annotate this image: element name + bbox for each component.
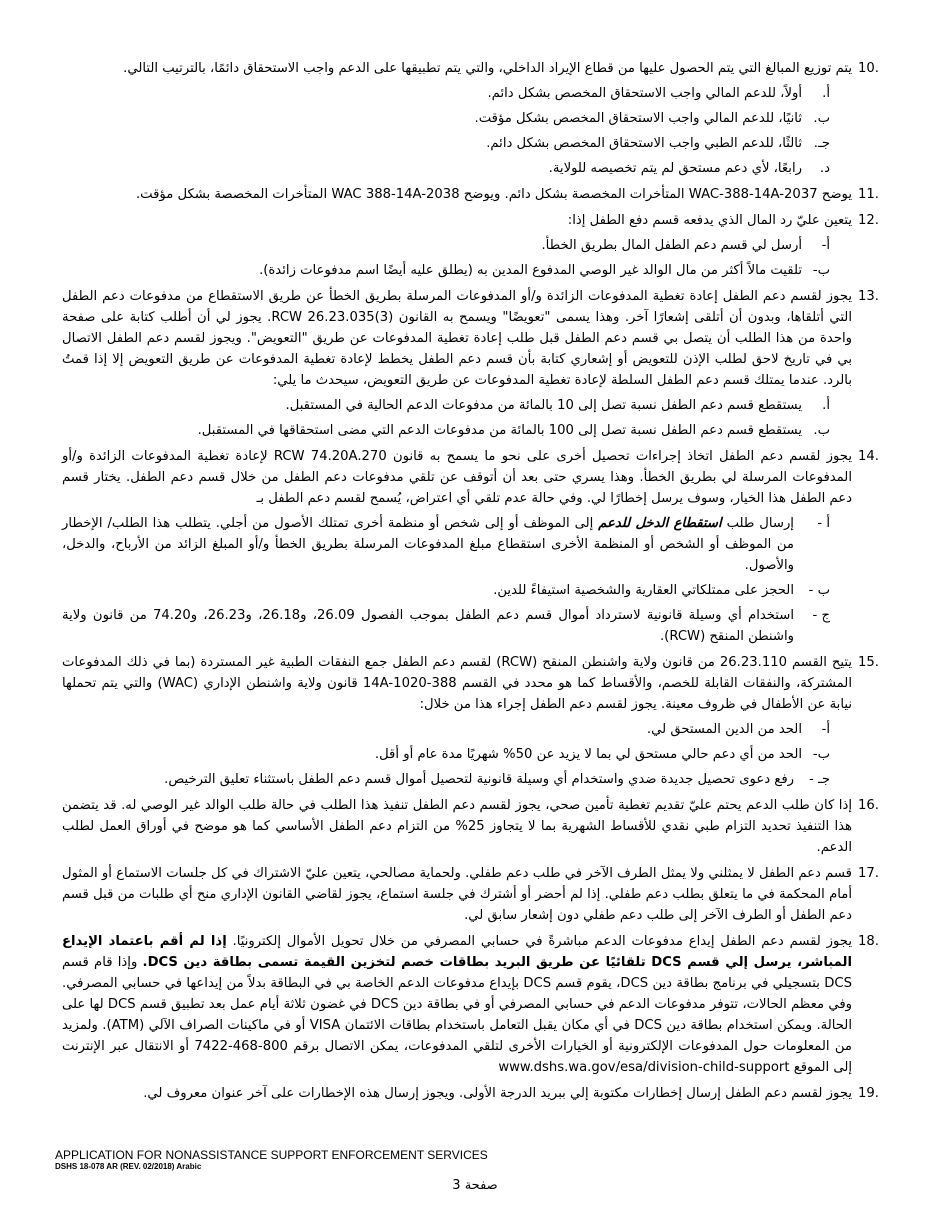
sub-label: ج -: [812, 608, 830, 623]
item-text: قسم دعم الطفل لا يمثلني ولا يمثل الطرف الآخر في طلب دعم طفلي. ولحماية مصالحي، يتعين عليّ الاشتراك في كل جلسات الاستماع أو المثول أمام المحكمة في ما يتعلق بطلب دعم طفلي. إذا لم أحضر أو أشترك في جلسة استماع، يجوز لقاضي القانون الإداري منح أي طلبات من قبل قسم دعم الطفل أو الطرف الآخر إلى طلب دعم طفلي دون إشعار سابق لي.: [62, 866, 852, 923]
sub-label: أ -: [817, 516, 830, 531]
item-number: 17.: [858, 866, 879, 881]
list-item-14: [62, 446, 882, 647]
sub-item: [62, 395, 852, 416]
sub-label: ب -: [808, 583, 830, 598]
list-item-16: [62, 795, 882, 858]
item-number: 15.: [858, 655, 879, 670]
sub-item: [62, 744, 852, 765]
list-item-11: [62, 184, 882, 205]
sub-text: ثالثًا، للدعم الطبي واجب الاستحقاق المخصص بشكل دائم.: [486, 136, 802, 151]
item-text: يجوز لقسم دعم الطفل اتخاذ إجراءات تحصيل أخرى على نحو ما يسمح به قانون RCW 74.20A.270 لإعادة تغطية المدفوعات الزائدة و/أو المدفوعات المرسلة لي بطريق الخطأ. وهذا يسري حتى بعد أن أتوقف عن تلقي مدفوعات دعم الطفل من خلال قسم دعم الطفل. يختار قسم دعم الطفل هذا الخيار، وسوف يرسل إخطارًا لي. وفي حالة عدم تلقي أي اعتراض، يُسمح لقسم دعم الطفل بـ: [62, 449, 852, 506]
sub-text: يستقطع قسم دعم الطفل نسبة تصل إلى 100 بالمائة من مدفوعات الدعم التي مضى استحقاقها في المستقبل.: [197, 423, 802, 438]
sub-item: [62, 83, 852, 104]
list-item-19: [62, 1083, 882, 1104]
sub-item: [62, 605, 852, 647]
sub-text: رابعًا، لأي دعم مستحق لم يتم تخصيصه للولاية.: [548, 161, 802, 176]
item-text: يجوز لقسم دعم الطفل إيداع مدفوعات الدعم مباشرةً في حسابي المصرفي من خلال تحويل الأموال إلكترونيًا.: [232, 934, 852, 949]
sub-text: تلقيت مالاً أكثر من مال الوالد غير الوصي المدفوع المدين به (يطلق عليه أيضًا اسم مدفوعات زائدة).: [259, 263, 802, 278]
sub-bold-term: استقطاع الدخل للدعم: [598, 516, 722, 531]
footer-title: APPLICATION FOR NONASSISTANCE SUPPORT ENFORCEMENT SERVICES: [55, 1148, 488, 1162]
sub-item: [62, 513, 852, 576]
sub-label: د.: [819, 161, 830, 176]
sub-label: جـ -: [809, 772, 830, 787]
item-text: يجوز لقسم دعم الطفل إعادة تغطية المدفوعات الزائدة و/أو المدفوعات المرسلة بطريق الخطأ عن طريق الاستقطاع من مدفوعات دعم الطفل التي أتلقاها، وبدون أن أتلقى إشعارًا آخر. وهذا يسمى "تعويضًا" ويسمح به القانون RCW 26.23.035(3). يجوز لي أن أطلب كتابة على صفحة واحدة من هذا الطلب أن يتصل بي قسم دعم الطفل قبل طلب إعادة تغطية المدفوعات عن طريق "التعويض". ويجوز لقسم دعم الطفل الاتصال بي في تاريخ لاحق لطلب الإذن للتعويض أو إشعاري كتابة بأن قسم دعم الطفل يخطط لإعادة تغطية المدفوعات عن طريق التعويض إلا إذا قمتُ بالرد. عندما يمتلك قسم دعم الطفل السلطة لإعادة تغطية المدفوعات عن طريق التعويض، سيحدث ما يلي:: [62, 289, 852, 388]
sub-label: أ.: [822, 398, 830, 413]
sub-label: ب-: [812, 747, 830, 762]
sub-label: ب.: [813, 111, 830, 126]
sub-text: أولاً، للدعم المالي واجب الاستحقاق المخصص بشكل دائم.: [487, 86, 802, 101]
list-item-18: [62, 931, 882, 1078]
sub-text: الحد من الدين المستحق لي.: [646, 722, 802, 737]
list-item-12: [62, 210, 882, 281]
sub-text: استخدام أي وسيلة قانونية لاسترداد أموال قسم دعم الطفل بموجب الفصول 26.09، و26.18، و26.23، و74.20 من قانون ولاية واشنطن المنقح (RCW).: [62, 608, 794, 644]
sub-lead-text: إرسال طلب: [726, 516, 794, 531]
sub-label: أ.: [822, 86, 830, 101]
numbered-list: [62, 58, 882, 1109]
item-text: يتعين عليّ رد المال الذي يدفعه قسم دفع الطفل إذا:: [567, 213, 852, 228]
sub-item: [62, 260, 852, 281]
sub-item: [62, 235, 852, 256]
item-bold-text: إذا لم أقم باعتماد الإيداع المباشر، يرسل إلي قسم DCS تلقائيًا عن طريق البريد بطاقات خصم لتخزين القيمة تسمى بطاقة دين DCS.: [62, 934, 852, 970]
item-number: 10.: [858, 61, 879, 76]
item-number: 18.: [858, 934, 879, 949]
item-text: يوضح WAC-388-14A-2037 المتأخرات المخصصة بشكل دائم. ويوضح WAC 388-14A-2038 المتأخرات المخصصة بشكل مؤقت.: [135, 187, 852, 202]
sub-item: [62, 769, 852, 790]
sub-item: [62, 580, 852, 601]
sub-text: ثانيًا، للدعم المالي واجب الاستحقاق المخصص بشكل مؤقت.: [474, 111, 802, 126]
item-number: 11.: [858, 187, 879, 202]
sub-text: الحد من أي دعم حالي مستحق لي بما لا يزيد عن 50% شهريًا مدة عام أو أقل.: [374, 747, 802, 762]
form-id: DSHS 18-078 AR (REV. 02/2018) Arabic: [55, 1162, 202, 1171]
page-footer: [55, 1148, 488, 1172]
sub-item: [62, 719, 852, 740]
item-text: يتيح القسم 26.23.110 من قانون ولاية واشنطن المنقح (RCW) لقسم دعم الطفل جمع النفقات الطبية غير المستردة (بما في ذلك المدفوعات المشتركة، والنفقات القابلة للخصم، والأقساط كما هو محدد في القسم 388-14A-1020 قانون ولاية واشنطن الإداري (WAC) والتي يتم تحملها نيابة عن الأطفال في ظروف معينة. يجوز لقسم دعم الطفل إجراء هذا من خلال:: [62, 655, 853, 712]
item-number: 13.: [858, 289, 879, 304]
item-number: 12.: [858, 213, 879, 228]
item-number: 16.: [858, 798, 879, 813]
sub-text: الحجز على ممتلكاتي العقارية والشخصية استيفاءً للدين.: [493, 583, 794, 598]
sub-text: أرسل لي قسم دعم الطفل المال بطريق الخطأ.: [541, 238, 802, 253]
sub-label: أ-: [821, 722, 830, 737]
item-text: إذا كان طلب الدعم يحتم عليّ تقديم تغطية تأمين صحي، يجوز لقسم دعم الطفل تنفيذ هذا الطلب في حالة طلب الوالد غير الوصي له. قد يتضمن هذا التنفيذ تحديد التزام طبي نقدي للأقساط الشهرية بما لا يتجاوز 25% من التزام دعم الطفل الأساسي كما هو موضح في أوراق العمل لطلب الدعم.: [62, 798, 853, 855]
list-item-15: [62, 652, 882, 790]
sub-item: [62, 108, 852, 129]
sub-text: إلى الموظف أو إلى شخص أو منظمة أخرى تمتلك الأصول من أجلي. يتطلب هذا الطلب/ الإخطار من الموظف أو الشخص أو المنظمة الأخرى استقطاع مبلغ المدفوعات المرسلة بطريق الخطأ و/أو المبلغ الزائد من الأرباح، والدخل، والأصول.: [62, 516, 794, 573]
sub-label: جـ.: [813, 136, 830, 151]
list-item-17: [62, 863, 882, 926]
item-number: 19.: [858, 1086, 879, 1101]
sub-text: يستقطع قسم دعم الطفل نسبة تصل إلى 10 بالمائة من مدفوعات الدعم الحالية في المستقبل.: [285, 398, 802, 413]
list-item-13: [62, 286, 882, 441]
item-text-continued: وإذا قام قسم DCS بتسجيلي في برنامج بطاقة دين DCS، يقوم قسم DCS بإيداع مدفوعات الدعم الخاصة بي في البطاقة بدلاً من إيداعها في حسابي المصرفي. وفي معظم الحالات، تتوفر مدفوعات الدعم في حسابي المصرفي أو في بطاقة دين DCS في غضون ثلاثة أيام عمل بعد تطبيق قسم DCS لها على الحالة. ويمكن استخدام بطاقة دين DCS في أي مكان يقبل التعامل باستخدام بطاقات الائتمان VISA أو في ماكينات الصراف الآلي (ATM). ولمزيد من المعلومات حول المدفوعات الإلكترونية أو الخيارات الأخرى لتلقي المدفوعات، يمكن الاتصال برقم 800-468-7422 أو الانتقال عبر الإنترنت إلى الموقع www.dshs.wa.gov/esa/division-child-support: [62, 955, 852, 1075]
page-number: صفحة 3: [452, 1178, 498, 1193]
sub-item: [62, 158, 852, 179]
sub-text: رفع دعوى تحصيل جديدة ضدي واستخدام أي وسيلة قانونية لتحصيل أموال قسم دعم الطفل باستثناء تعليق الترخيص.: [164, 772, 794, 787]
sub-item: [62, 133, 852, 154]
sub-item: [62, 420, 852, 441]
item-text: يتم توزيع المبالغ التي يتم الحصول عليها من قطاع الإيراد الداخلي، والتي يتم تطبيقها على الدعم واجب الاستحقاق دائمًا، بالترتيب التالي.: [123, 61, 852, 76]
item-text: يجوز لقسم دعم الطفل إرسال إخطارات مكتوبة إلي ببريد الدرجة الأولى. ويجوز إرسال هذه الإخطارات على آخر عنوان معروف لي.: [143, 1086, 852, 1101]
sub-label: ب.: [813, 423, 830, 438]
list-item-10: [62, 58, 882, 179]
sub-label: أ-: [821, 238, 830, 253]
item-number: 14.: [858, 449, 879, 464]
sub-label: ب-: [812, 263, 830, 278]
